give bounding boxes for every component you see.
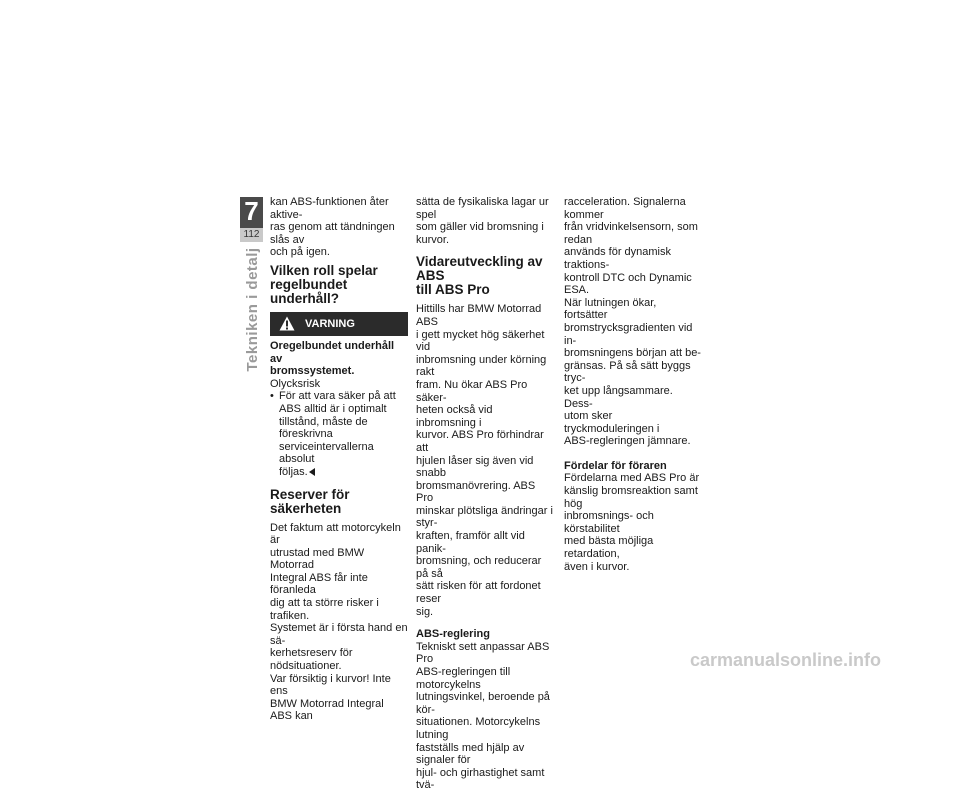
col1-body: Det faktum att motorcykeln är utrustad med BMW Motorrad Integral ABS får inte föranleda dig att ta större risker i trafiken. Systemet är i första hand en sä- kerhetsreserv för nödsituationer. Var försiktig i kurvor! Inte ens BMW Motorrad Integral ABS kan	[270, 521, 408, 723]
bullet-dot: •	[270, 390, 274, 403]
col2-body1: Hittills har BMW Motorrad ABS i gett mycket hög säkerhet vid inbromsning under körning rakt fram. Nu ökar ABS Pro säker- heten också vid inbromsning i kurvor. ABS Pro förhindrar att hjulen låser sig även vid snabb bromsmanövrering. ABS Pro minskar plötsliga ändringar i styr- kraften, framför allt vid panik- bromsning, och reducerar på så sätt risken för att fordonet reser sig.	[416, 303, 553, 618]
col1-intro: kan ABS-funktionen åter aktive- ras genom att tändningen slås av och på igen.	[270, 196, 395, 259]
column-3	[564, 196, 702, 573]
column-1	[270, 196, 408, 723]
warning-subtitle: Olycksrisk	[270, 377, 321, 390]
col3-body2: Fördelarna med ABS Pro är känslig bromsreaktion samt hög inbromsnings- och körstabilitet med bästa möjliga retardation, även i kurvor.	[564, 472, 700, 573]
col2-intro: sätta de fysikaliska lagar ur spel som gäller vid bromsning i kurvor.	[416, 196, 549, 246]
warning-icon	[279, 316, 295, 331]
warning-banner	[270, 312, 408, 336]
chapter-number: 7	[244, 196, 259, 226]
heading-abs-regulation: ABS-reglering	[416, 628, 490, 641]
col2-body2: Tekniskt sett anpassar ABS Pro ABS-regleringen till motorcykelns lutningsvinkel, beroende på kör- situationen. Motorcykelns lutning fastställs med hjälp av signaler för hjul- och girhastighet samt tvä-	[416, 640, 550, 792]
column-2	[416, 196, 554, 792]
heading-reserves: Reserver för säkerheten	[270, 486, 350, 516]
chapter-side-title: Tekniken i detalj	[244, 247, 261, 372]
heading-rider-benefits: Fördelar för föraren	[564, 459, 667, 472]
warning-bullet: • För att vara säker på att ABS alltid är i optimalt tillstånd, måste de föreskrivna serviceintervallerna absolut följas.	[270, 390, 396, 478]
page-number: 112	[240, 228, 263, 242]
warning-title: Oregelbundet underhåll av bromssystemet.	[270, 339, 395, 378]
col3-body1: racceleration. Signalerna kommer från vridvinkelsensorn, som redan används för dynamisk traktions- kontroll DTC och Dynamic ESA. När lutningen ökar, fortsätter bromstrycksgradienten vid in- bromsningens början att be- gränsas. På så sätt byggs tryc- ket upp långsammare. Dess- utom sker tryckmoduleringen i ABS-regleringen jämnare.	[564, 196, 701, 448]
heading-maintenance: Vilken roll spelar regelbundet underhåll?	[270, 262, 378, 306]
end-mark-icon	[309, 468, 315, 476]
warning-label: VARNING	[305, 317, 355, 330]
chapter-tab	[240, 197, 263, 242]
footer-watermark: carmanualsonline.info	[690, 650, 882, 670]
heading-abs-pro: Vidareutveckling av ABS till ABS Pro	[416, 254, 543, 298]
